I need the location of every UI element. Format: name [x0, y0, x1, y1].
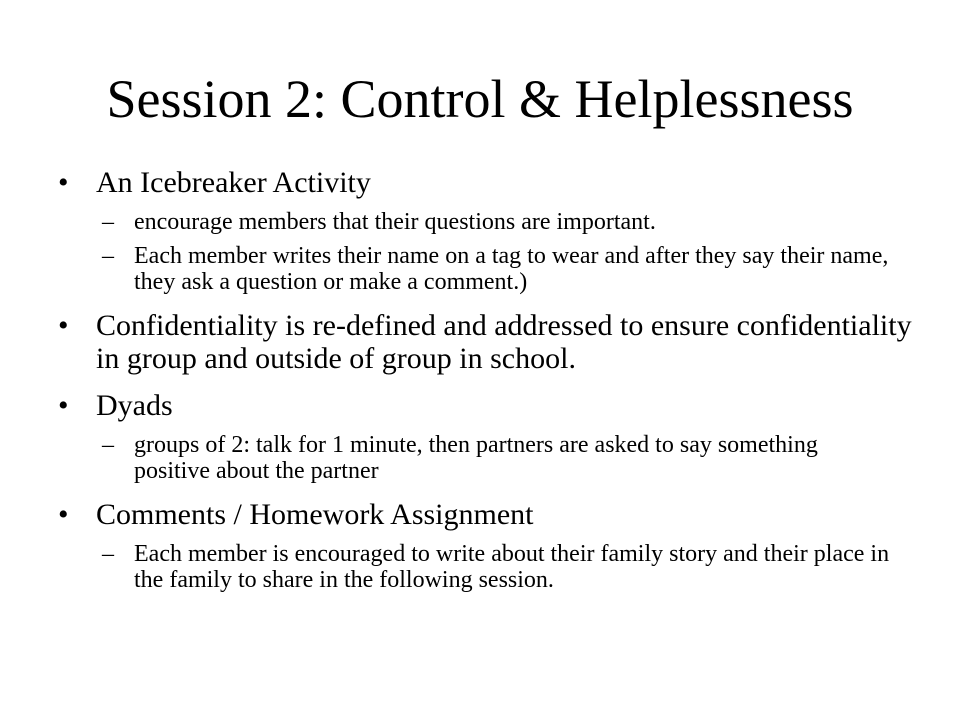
bullet-icon: • — [58, 498, 69, 531]
dash-icon: – — [102, 432, 114, 458]
sub-bullet-group — [0, 541, 960, 593]
sub-bullet-item — [0, 541, 894, 593]
sub-bullet-text: encourage members that their questions are important. — [134, 209, 656, 235]
sub-bullet-item — [0, 432, 894, 484]
dash-icon: – — [102, 541, 114, 567]
sub-bullet-text: groups of 2: talk for 1 minute, then partners are asked to say something positive about the partner — [134, 432, 818, 484]
dash-icon: – — [102, 209, 114, 235]
bullet-item-comments-homework — [0, 498, 916, 531]
bullet-text: Confidentiality is re-defined and addressed to ensure confidentiality in group and outside of group in school. — [96, 309, 912, 375]
sub-bullet-text: Each member is encouraged to write about their family story and their place in the family to share in the following session. — [134, 541, 890, 593]
bullet-text: An Icebreaker Activity — [96, 166, 371, 199]
bullet-item-dyads — [0, 389, 916, 422]
slide-title: Session 2: Control & Helplessness — [106, 69, 854, 129]
bullet-item-confidentiality — [0, 309, 916, 375]
bullet-icon: • — [58, 389, 69, 422]
sub-bullet-group — [0, 209, 960, 295]
bullet-text: Dyads — [96, 389, 173, 422]
sub-bullet-item — [0, 209, 894, 235]
bullet-text: Comments / Homework Assignment — [96, 498, 534, 531]
bullet-icon: • — [58, 309, 69, 342]
sub-bullet-item — [0, 243, 894, 295]
dash-icon: – — [102, 243, 114, 269]
sub-bullet-group — [0, 432, 960, 484]
bullet-icon: • — [58, 166, 69, 199]
sub-bullet-text: Each member writes their name on a tag to wear and after they say their name, they ask a question or make a comment.) — [134, 243, 889, 295]
bullet-item-icebreaker — [0, 166, 916, 199]
bullet-list — [0, 166, 960, 607]
